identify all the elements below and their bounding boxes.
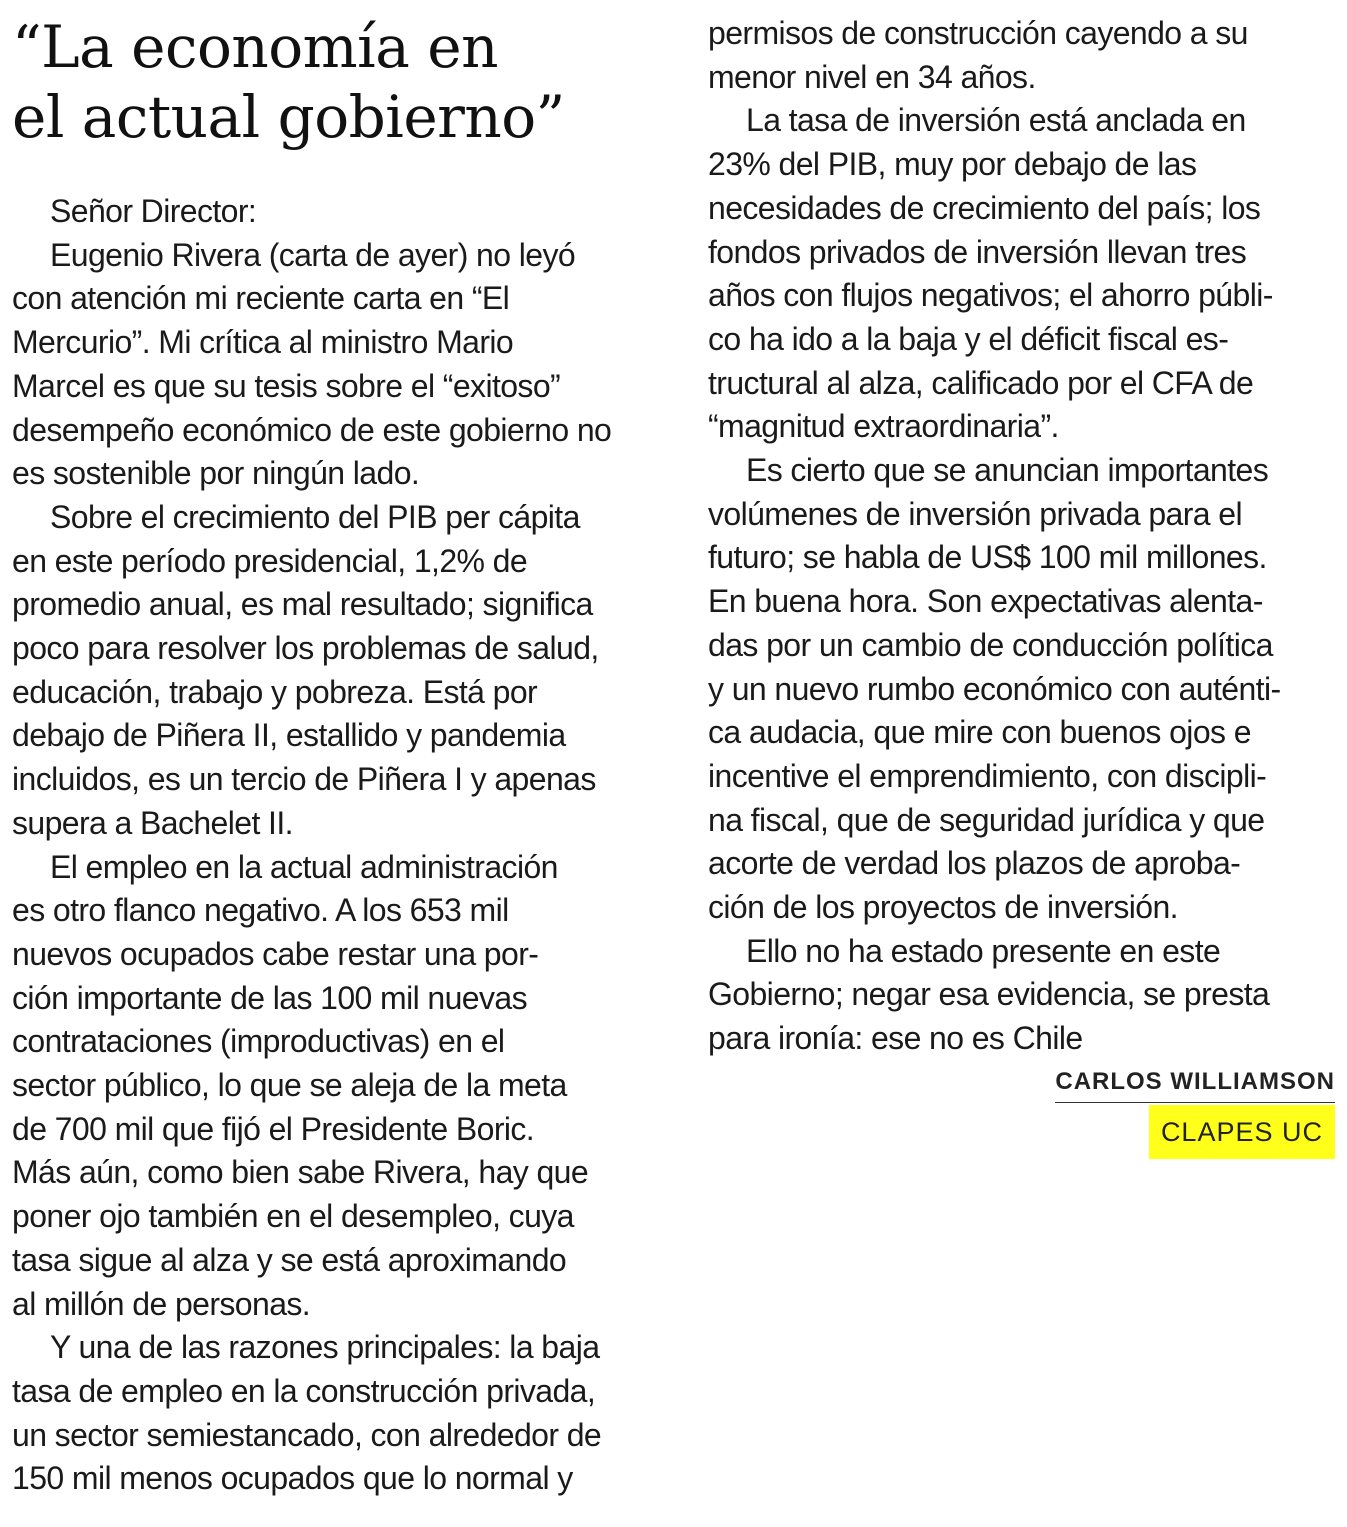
- text-line: debajo de Piñera II, estallido y pandemia: [12, 717, 566, 754]
- text-line: permisos de construcción cayendo a su: [708, 15, 1248, 51]
- author-organization-highlighted: CLAPES UC: [1149, 1105, 1335, 1159]
- text-line: Y una de las razones principales: la baja: [50, 1329, 600, 1366]
- paragraph: [12, 1326, 652, 1501]
- text-line: El empleo en la actual administración: [50, 848, 558, 885]
- text-line: poner ojo también en el desempleo, cuya: [12, 1198, 574, 1235]
- right-column: [708, 12, 1338, 1061]
- text-line: de 700 mil que fijó el Presidente Boric.: [12, 1110, 535, 1147]
- text-line: En buena hora. Son expectativas alenta-: [708, 583, 1263, 620]
- text-line: al millón de personas.: [12, 1285, 311, 1322]
- text-line: 23% del PIB, muy por debajo de las: [708, 146, 1197, 183]
- text-line: supera a Bachelet II.: [12, 804, 293, 841]
- text-line: ca audacia, que mire con buenos ojos e: [708, 714, 1251, 751]
- headline: [12, 12, 672, 152]
- text-line: menor nivel en 34 años.: [708, 58, 1036, 95]
- text-line: sector público, lo que se aleja de la meta: [12, 1067, 567, 1104]
- signature-block: [1055, 1064, 1335, 1159]
- text-line: acorte de verdad los plazos de aproba-: [708, 845, 1241, 882]
- text-line: Gobierno; negar esa evidencia, se presta: [708, 976, 1270, 1013]
- text-line: incentive el emprendimiento, con discipli-: [708, 757, 1267, 794]
- left-column: [12, 190, 652, 1501]
- text-line: tasa de empleo en la construcción privada,: [12, 1372, 596, 1409]
- text-line: necesidades de crecimiento del país; los: [708, 189, 1261, 226]
- text-line: educación, trabajo y pobreza. Está por: [12, 673, 538, 710]
- paragraph: [708, 930, 1338, 1061]
- text-line: ción importante de las 100 mil nuevas: [12, 979, 527, 1016]
- headline-line: el actual gobierno”: [12, 83, 565, 151]
- text-line: La tasa de inversión está anclada en: [746, 102, 1246, 139]
- paragraph: [708, 99, 1338, 449]
- text-line: Ello no ha estado presente en este: [746, 932, 1221, 969]
- text-line: das por un cambio de conducción política: [708, 626, 1273, 663]
- text-line: poco para resolver los problemas de salud,: [12, 630, 599, 667]
- author-name: CARLOS WILLIAMSON: [1055, 1064, 1335, 1103]
- paragraph: [12, 234, 652, 496]
- paragraph: [12, 846, 652, 1327]
- text-line: nuevos ocupados cabe restar una por-: [12, 935, 539, 972]
- text-line: promedio anual, es mal resultado; significa: [12, 586, 593, 623]
- text-line: con atención mi reciente carta en “El: [12, 280, 510, 317]
- text-line: Más aún, como bien sabe Rivera, hay que: [12, 1154, 589, 1191]
- paragraph-salutation: [12, 190, 652, 234]
- text-line: Sobre el crecimiento del PIB per cápita: [50, 498, 580, 535]
- text-line: años con flujos negativos; el ahorro públi-: [708, 277, 1273, 314]
- text-line: Mercurio”. Mi crítica al ministro Mario: [12, 324, 514, 361]
- paragraph: [12, 496, 652, 846]
- text-line: fondos privados de inversión llevan tres: [708, 233, 1247, 270]
- text-line: y un nuevo rumbo económico con auténti-: [708, 670, 1281, 707]
- text-line: contrataciones (improductivas) en el: [12, 1023, 505, 1060]
- text-line: co ha ido a la baja y el déficit fiscal es-: [708, 320, 1229, 357]
- text-line: en este período presidencial, 1,2% de: [12, 542, 528, 579]
- text-line: para ironía: ese no es Chile: [708, 1020, 1083, 1057]
- headline-line: “La economía en: [12, 13, 498, 81]
- text-line: tructural al alza, calificado por el CFA de: [708, 364, 1254, 401]
- paragraph-continued: [708, 12, 1338, 99]
- text-line: desempeño económico de este gobierno no: [12, 411, 612, 448]
- text-line: un sector semiestancado, con alrededor de: [12, 1416, 602, 1453]
- text-line: tasa sigue al alza y se está aproximando: [12, 1241, 567, 1278]
- text-line: Marcel es que su tesis sobre el “exitoso”: [12, 367, 561, 404]
- text-line: volúmenes de inversión privada para el: [708, 495, 1242, 532]
- text-line: es otro flanco negativo. A los 653 mil: [12, 892, 509, 929]
- text-line: futuro; se habla de US$ 100 mil millones.: [708, 539, 1267, 576]
- text-line: Es cierto que se anuncian importantes: [746, 452, 1269, 489]
- text-line: 150 mil menos ocupados que lo normal y: [12, 1460, 573, 1497]
- text-line: Señor Director:: [50, 193, 257, 229]
- text-line: Eugenio Rivera (carta de ayer) no leyó: [50, 236, 576, 273]
- paragraph: [708, 449, 1338, 930]
- text-line: na fiscal, que de seguridad jurídica y que: [708, 801, 1265, 838]
- text-line: ción de los proyectos de inversión.: [708, 889, 1178, 926]
- text-line: “magnitud extraordinaria”.: [708, 408, 1059, 445]
- text-line: es sostenible por ningún lado.: [12, 455, 420, 492]
- text-line: incluidos, es un tercio de Piñera I y apenas: [12, 761, 596, 798]
